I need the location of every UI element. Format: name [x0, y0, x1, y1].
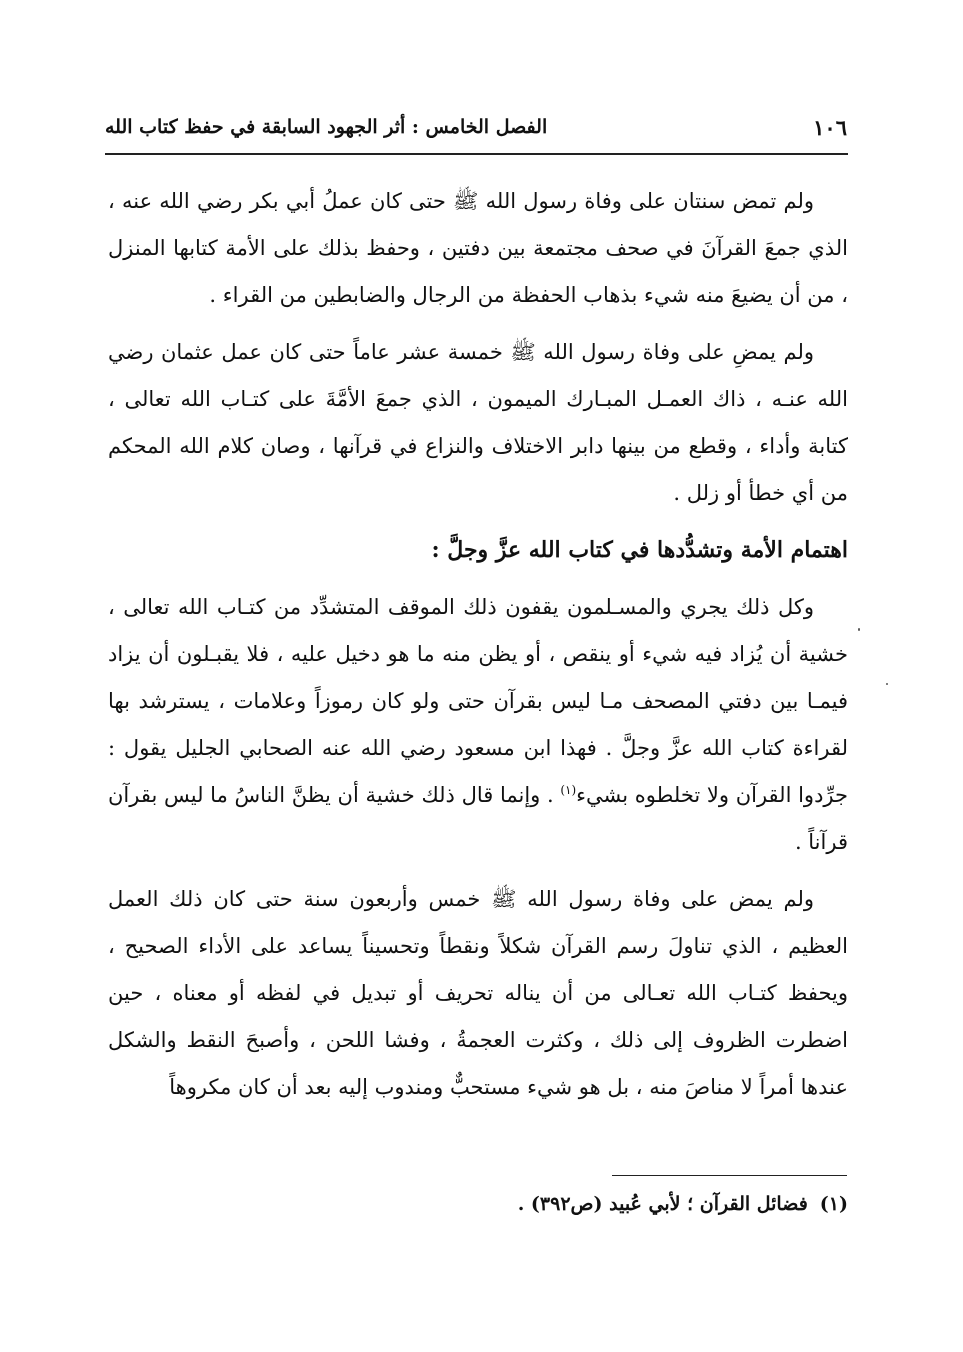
running-title: الفصل الخامس : أثر الجهود السابقة في حفظ كتاب الله — [105, 116, 548, 138]
page-header — [105, 110, 847, 144]
paragraph-3 — [108, 584, 848, 866]
page-number: ١٠٦ — [813, 114, 847, 140]
footnote-text: فضائل القرآن ؛ لأبي عُبيد (ص٣٩٢) . — [517, 1193, 808, 1215]
section-heading: اهتمام الأمة وتشدُّدها في كتاب الله عزَّ وجلَّ : — [431, 537, 848, 563]
scan-speck — [858, 628, 860, 631]
paragraph-3-part-2: . وإنما قال ذلك خشية أن يظنَّ الناسُ ما ليس بقرآن قرآناً . — [108, 783, 848, 854]
footnote-number: (١) — [819, 1193, 848, 1215]
scan-speck — [886, 683, 888, 685]
footnote-reference: (١) — [560, 783, 577, 797]
footnote-rule — [612, 1175, 847, 1176]
paragraph-3-part-1: وكل ذلك يجري والمسـلمون يقفون ذلك الموقف المتشدِّد من كتـاب الله تعالى ، خشية أن يُزاد فيه شيء أو ينقص ، أو يظن منه ما هو دخيل عليه ، فلا يقبـلون أن يزاد فيمـا بين دفتي المصحف مـا ليس بقرآن حتى ولو كان رموزاً وعلامات ، يسترشد بها لقراءة كتاب الله عزَّ وجلَّ . فهذا ابن مسعود رضي الله عنه الصحابي الجليل يقول : جرِّدوا القرآن ولا تخلطوه بشيء — [108, 595, 848, 807]
footnote — [300, 1186, 848, 1222]
paragraph-2: ولم يمضِ على وفاة رسول الله ﷺ خمسة عشر عاماً حتى كان عمل عثمان رضي الله عنـه ، ذاك العمـل المبـارك الميمون ، الذي جمعَ الأمَّةَ على كتـاب الله تعالى ، كتابة وأداء ، وقطع من بينها دابر الاختلاف والنزاع في قرآنها ، وصان كلام الله المحكم من أي خطأ أو زلل . — [108, 340, 848, 505]
paragraph-4: ولم يمض على وفاة رسول الله ﷺ خمس وأربعون سنة حتى كان ذلك العمل العظيم ، الذي تناولَ رسم القرآن شكلاً ونقطاً وتحسيناً يساعد على الأداء الصحيح ، ويحفظ كتـاب الله تعـالى من أن يناله تحريف أو تبديل في لفظه أو معناه ، حين اضطرت الظروف إلى ذلك ، وكثرت العجمةُ ، وفشا اللحن ، وأصبحَ النقط والشكل عندها أمراً لا مناصَ منه ، بل هو شيء مستحبٌّ ومندوب إليه بعد أن كان مكروهاً — [108, 887, 849, 1099]
paragraph-1: ولم تمض سنتان على وفاة رسول الله ﷺ حتى كان عملُ أبي بكر رضي الله عنه ، الذي جمعَ القرآنَ في صحف مجتمعة بين دفتين ، وحفظ بذلك على الأمة كتابها المنزل ، من أن يضيعَ منه شيء بذهاب الحفظة من الرجال والضابطين من القراء . — [108, 189, 848, 307]
header-rule — [105, 153, 848, 155]
main-text — [108, 178, 848, 1121]
